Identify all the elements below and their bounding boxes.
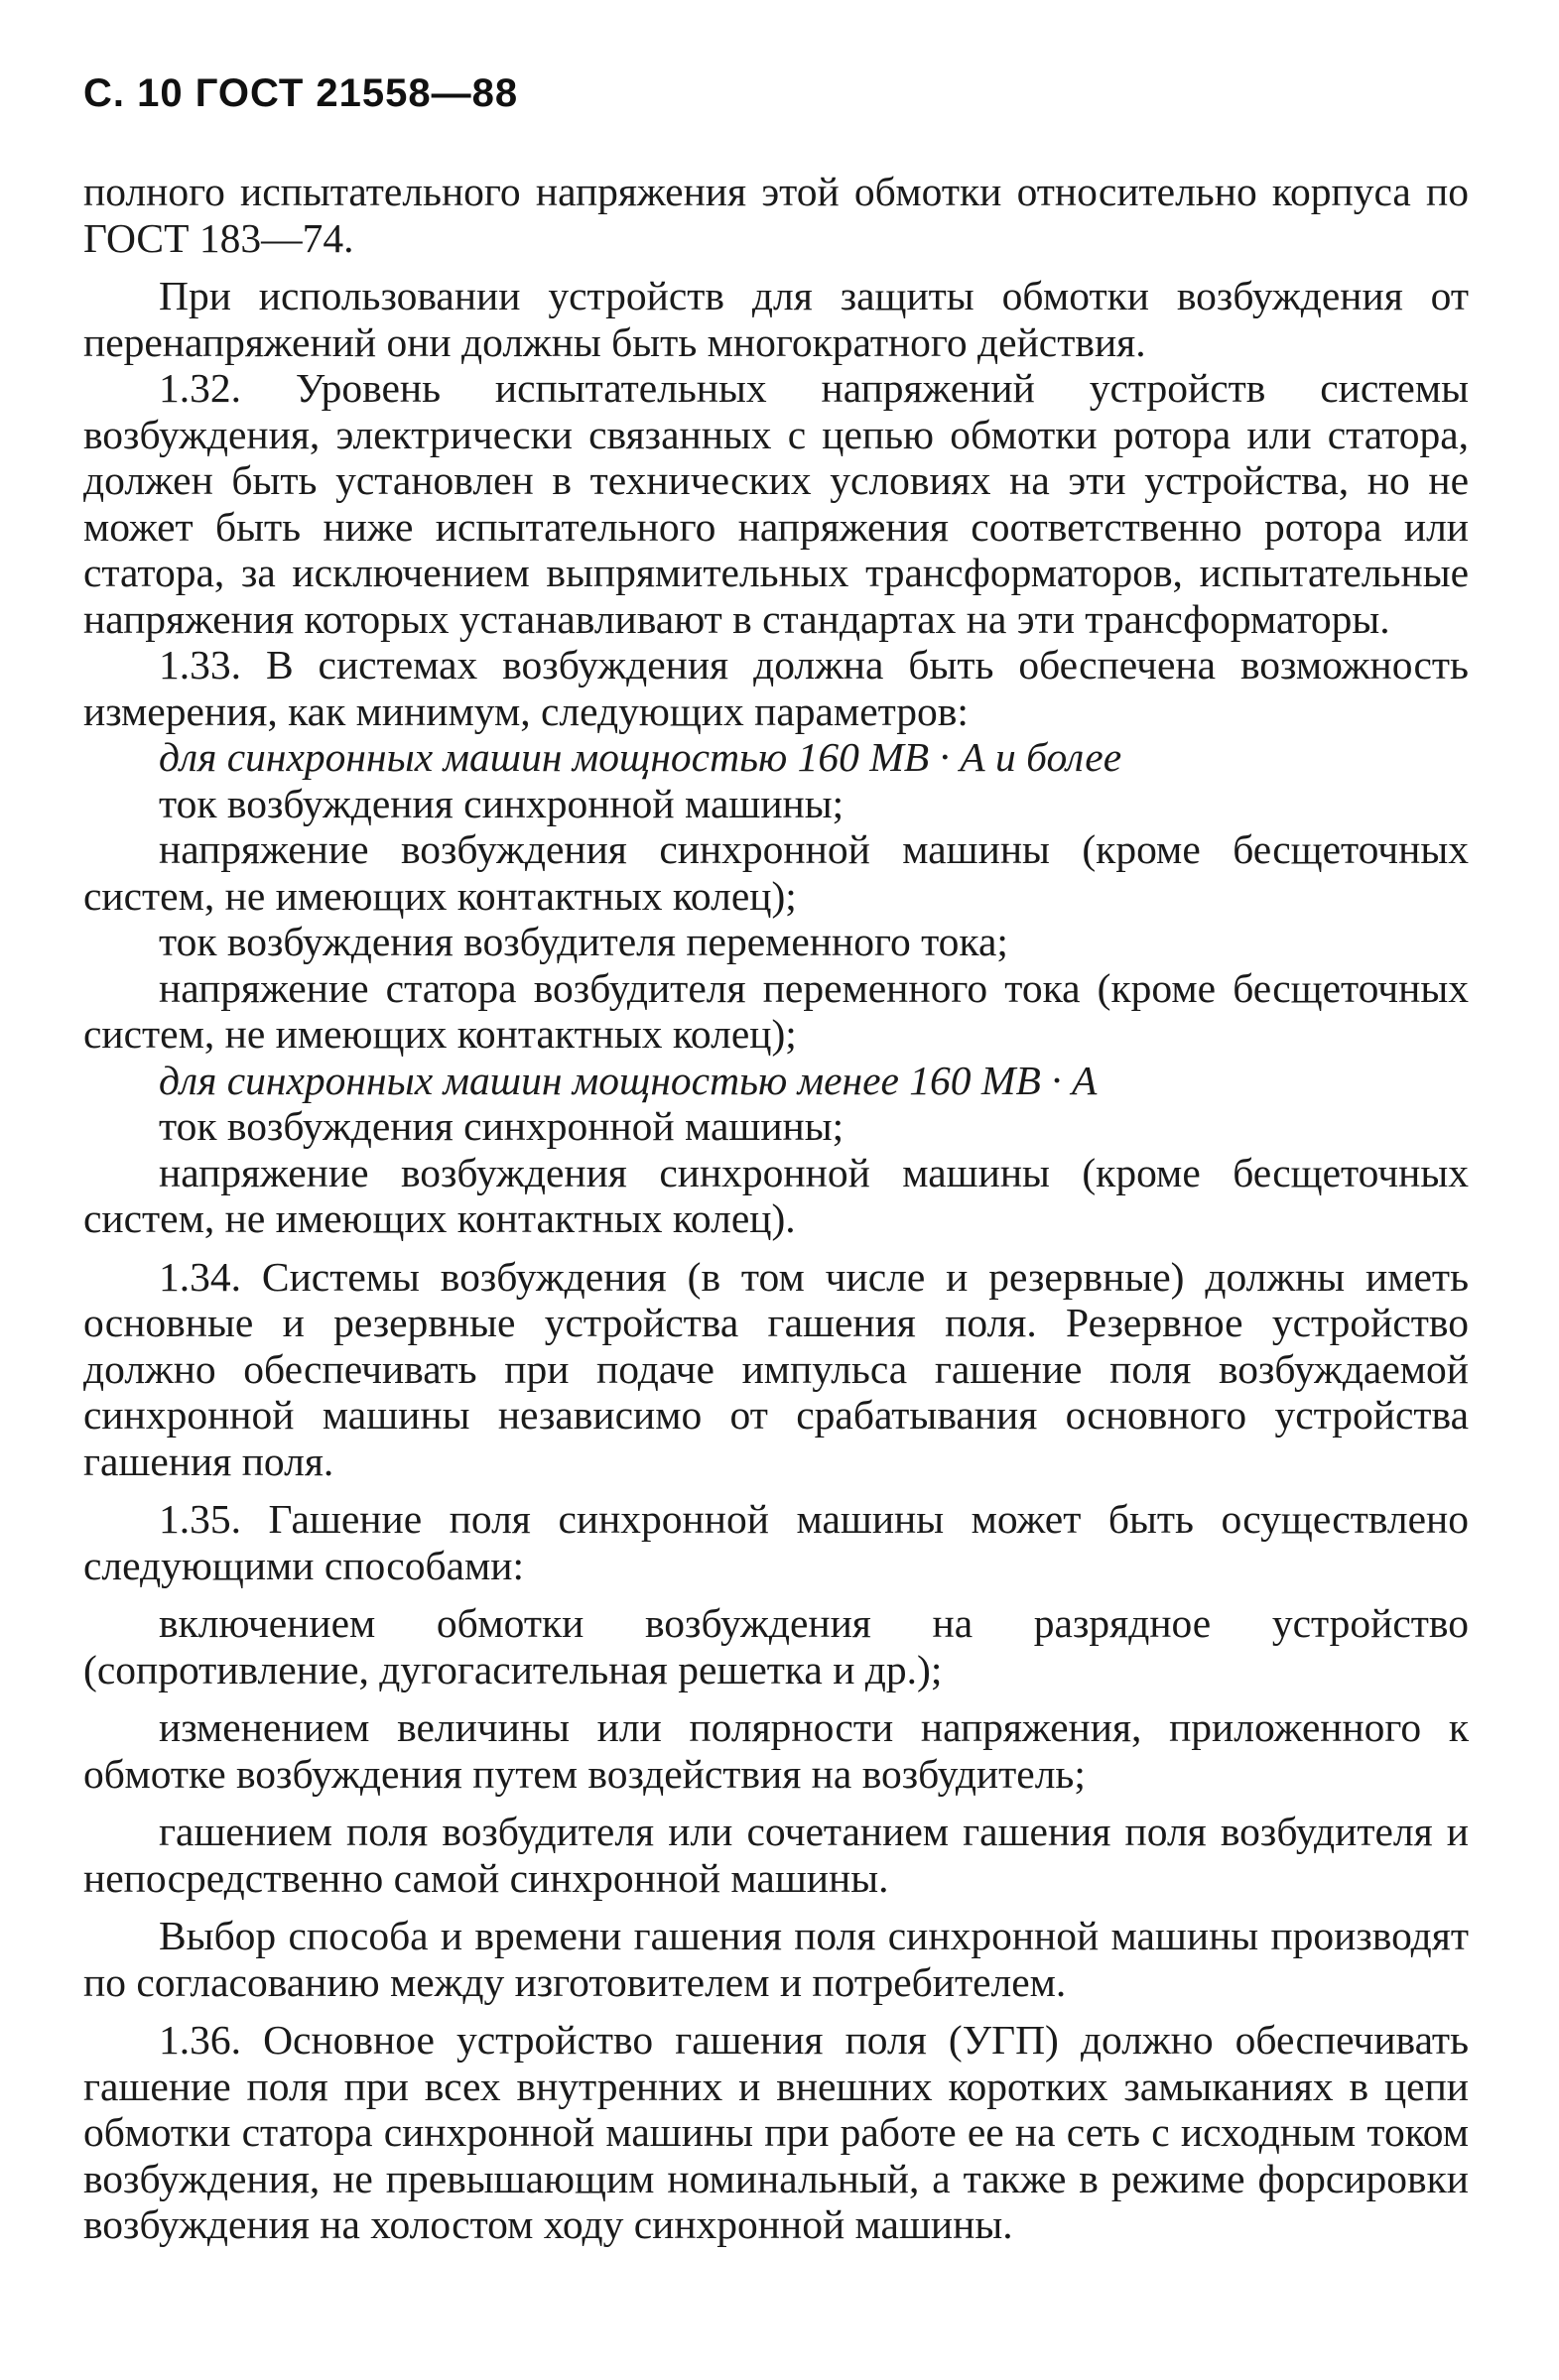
list-item: ток возбуждения возбудителя переменного тока;	[159, 919, 1008, 964]
clause-1-35: 1.35. Гашение поля синхронной машины может быть осуществлено следующими способами:	[83, 1496, 1469, 1588]
subheading-160-and-more: для синхронных машин мощностью 160 МВ · А и более	[159, 734, 1122, 780]
subheading-less-than-160: для синхронных машин мощностью менее 160 МВ · А	[159, 1057, 1098, 1103]
paragraph: Выбор способа и времени гашения поля синхронной машины производят по согласованию между изготовителем и потребителем.	[83, 1913, 1469, 2005]
list-item: напряжение статора возбудителя переменного тока (кроме бесщеточных систем, не имеющих контактных колец);	[83, 964, 1469, 1057]
paragraph-continuation: полного испытательного напряжения этой обмотки относительно корпуса по ГОСТ 183—74.	[83, 169, 1469, 261]
page-header: С. 10 ГОСТ 21558—88	[83, 71, 519, 115]
paragraph: При использовании устройств для защиты обмотки возбуждения от перенапряжений они должны быть многократного действия.	[83, 273, 1469, 365]
list-item: напряжение возбуждения синхронной машины (кроме бесщеточных систем, не имеющих контактных колец).	[83, 1149, 1469, 1241]
clause-1-32: 1.32. Уровень испытательных напряжений устройств системы возбуждения, электрически связанных с цепью обмотки ротора или статора, должен быть установлен в технических условиях на эти устройства, но не может быть ниже испытательного напряжения соответственно ротора или статора, за исключением выпрямительных трансформаторов, испытательные напряжения которых устанавливают в стандартах на эти трансформаторы.	[83, 365, 1469, 642]
list-item: включением обмотки возбуждения на разрядное устройство (сопротивление, дугогасительная решетка и др.);	[83, 1600, 1469, 1692]
clause-1-33: 1.33. В системах возбуждения должна быть обеспечена возможность измерения, как минимум, следующих параметров:	[83, 642, 1469, 734]
list-item: напряжение возбуждения синхронной машины (кроме бесщеточных систем, не имеющих контактных колец);	[83, 826, 1469, 919]
document-body	[83, 169, 1469, 2248]
list-item: ток возбуждения синхронной машины;	[159, 1103, 844, 1149]
list-item: изменением величины или полярности напряжения, приложенного к обмотке возбуждения путем воздействия на возбудитель;	[83, 1704, 1469, 1797]
clause-1-36: 1.36. Основное устройство гашения поля (УГП) должно обеспечивать гашение поля при всех внутренних и внешних коротких замыканиях в цепи обмотки статора синхронной машины при работе ее на сеть с исходным током возбуждения, не превышающим номинальный, а также в режиме форсировки возбуждения на холостом ходу синхронной машины.	[83, 2017, 1469, 2247]
list-item: ток возбуждения синхронной машины;	[159, 780, 844, 826]
list-item: гашением поля возбудителя или сочетанием гашения поля возбудителя и непосредственно самой синхронной машины.	[83, 1809, 1469, 1901]
clause-1-34: 1.34. Системы возбуждения (в том числе и резервные) должны иметь основные и резервные устройства гашения поля. Резервное устройство должно обеспечивать при подаче импульса гашение поля возбуждаемой синхронной машины независимо от срабатывания основного устройства гашения поля.	[83, 1253, 1469, 1484]
